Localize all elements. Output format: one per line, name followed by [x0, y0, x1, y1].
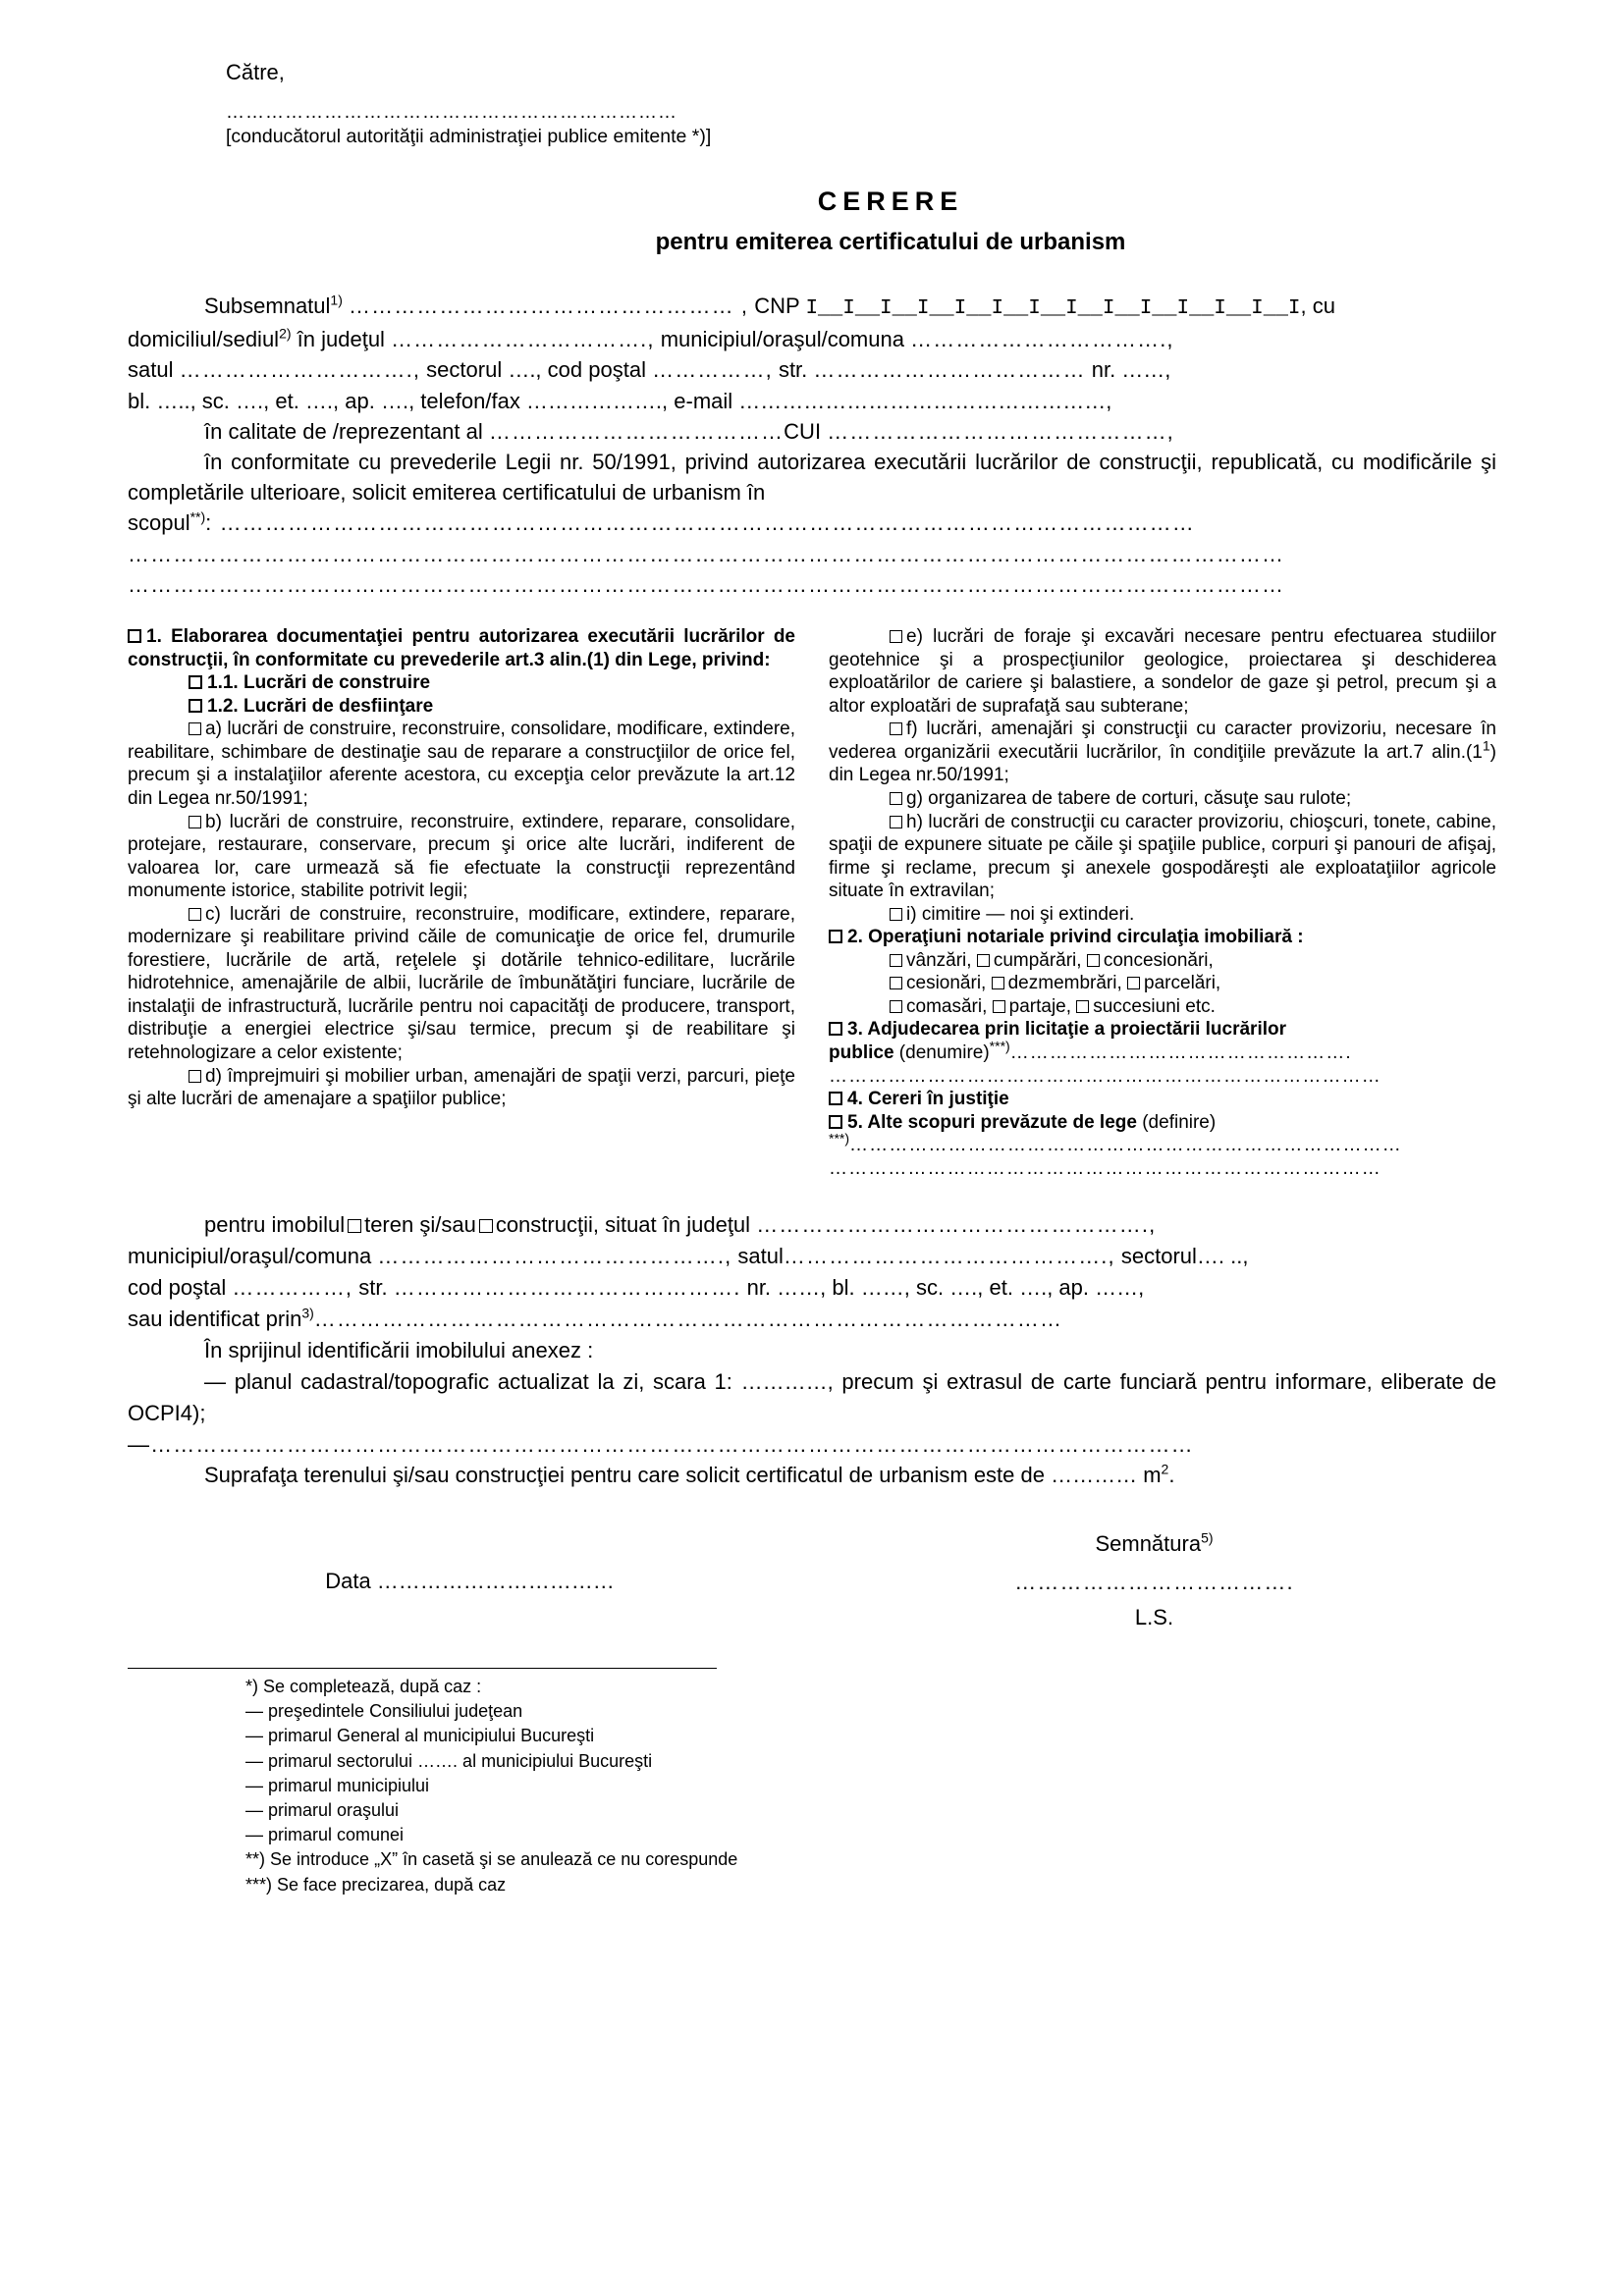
footnote-dash-5: — primarul oraşului — [245, 1800, 400, 1820]
cui-dotted-field[interactable]: ………………………………………, — [827, 418, 1174, 444]
checkbox-f-icon[interactable] — [890, 722, 902, 735]
checkbox-item-e[interactable] — [829, 625, 1496, 718]
purpose-label: scopul — [128, 510, 190, 536]
surface-area-label: Suprafaţa terenului şi/sau construcţiei pentru care solicit certificatul de urbanism este de ………… m — [204, 1463, 1162, 1488]
checkbox-3-denumire-label: (denumire) — [898, 1041, 990, 1063]
checkbox-h-label: h) lucrări de construcţii cu caracter provizoriu, chioşcuri, tonete, cabine, spaţii de expunere situate pe căile şi spaţiile publice, corpuri şi panouri de afişaj, firme şi reclame, precum şi anexele gospodăreşti ale exploataţiilor agricole situate în extravilan; — [829, 811, 1496, 902]
checkbox-3-label: 3. Adjudecarea prin licitaţie a proiectării lucrărilor — [847, 1019, 1287, 1041]
checkbox-comasari-label: comasări, — [906, 995, 988, 1017]
property-village-label: satul — [737, 1244, 784, 1269]
addressee-label: Către, — [226, 60, 285, 84]
annex-intro-label: În sprijinul identificării imobilului anexez : — [204, 1337, 594, 1362]
checkbox-4-icon[interactable] — [829, 1092, 842, 1105]
checkbox-1-label: Elaborarea documentaţiei pentru autorizarea executării lucrărilor de construcţii, în conformitate cu prevederile art.3 alin.(1) din Lege, privind: — [128, 626, 795, 670]
checkbox-b-icon[interactable] — [189, 816, 201, 828]
checkbox-item-2-row-1[interactable] — [829, 949, 1496, 973]
intro-line-6 — [128, 447, 1496, 507]
property-city-dotted-field[interactable]: ………………………………………., — [377, 1244, 732, 1269]
property-street-label: str. — [358, 1275, 388, 1301]
postal-code-label: cod poştal — [547, 357, 646, 383]
checkbox-a-label: a) lucrări de construire, reconstruire, consolidare, modificare, extindere, reabilitare, schimbare de destinaţie sau de reparare a construcţiilor de orice fel, precum şi a instalaţiilor aferente acestora, cu excepţia celor prevăzute la art.12 din Legea nr.50/1991; — [128, 719, 795, 809]
checkbox-a-icon[interactable] — [189, 722, 201, 735]
footnote-star-1: *) Se completează, după caz : — [245, 1677, 482, 1697]
addressee-bracket-note: [conducătorul autorităţii administraţiei publice emitente *)] — [226, 125, 712, 147]
checkbox-item-f[interactable] — [829, 718, 1496, 787]
checkbox-3-dotted-field[interactable]: ……………………………………………. — [1009, 1041, 1352, 1063]
checkbox-dezmembrari-icon[interactable] — [992, 977, 1004, 989]
property-line-5 — [128, 1335, 1496, 1366]
checkbox-5-dotted-field[interactable]: ………………………………………………………………………… — [849, 1135, 1402, 1156]
checkbox-d-label: d) împrejmuiri şi mobilier urban, amenajări de spaţii verzi, parcuri, pieţe şi alte lucrări de amenajare a spaţiilor publice; — [128, 1065, 795, 1110]
checkbox-vanzari-icon[interactable] — [890, 954, 902, 967]
checkbox-1-number: 1. — [146, 626, 162, 648]
intro-line-5 — [128, 416, 1496, 447]
footnote-dash-1: — preşedintele Consiliului judeţean — [245, 1701, 523, 1722]
footnote-marker-5: 5) — [1201, 1529, 1214, 1546]
property-postal-dotted-field[interactable]: ……………, — [232, 1275, 353, 1301]
checkbox-cumparari-label: cumpărări, — [993, 949, 1082, 971]
header-block — [128, 59, 1496, 149]
checkbox-item-2-row-2[interactable] — [829, 972, 1496, 995]
date-field-group[interactable] — [128, 1530, 812, 1632]
right-column — [829, 625, 1496, 1180]
checkbox-item-3[interactable] — [829, 1018, 1496, 1041]
checkbox-constructii-icon[interactable] — [479, 1219, 493, 1233]
checkbox-1-2-icon[interactable] — [189, 699, 202, 713]
checkbox-f-label-post: ) din Legea nr.50/1991; — [829, 741, 1496, 786]
checkbox-cesionari-label: cesionări, — [906, 973, 987, 994]
checkbox-1-icon[interactable] — [128, 629, 141, 643]
property-village-dotted-field[interactable]: ……………………………………., — [783, 1244, 1115, 1269]
checkbox-e-label: e) lucrări de foraje şi excavări necesare pentru efectuarea studiilor geotehnice şi a prospecţiunilor geologice, proiectarea şi deschiderea exploatărilor de cariere şi balastiere, a sondelor de gaze şi petrol, precum şi a altor exploatări de suprafaţă sau subterane; — [829, 626, 1496, 717]
checkbox-item-b[interactable] — [128, 811, 795, 903]
village-dotted-field[interactable]: …………………………., — [179, 357, 421, 383]
addressee-dotted-line[interactable]: …………………………………………………………… — [226, 101, 677, 123]
checkbox-partaje-label: partaje, — [1008, 995, 1072, 1017]
county-dotted-field[interactable]: ……………………………., — [391, 327, 655, 352]
footnote-marker-2: 2) — [279, 325, 292, 342]
checkbox-succesiuni-icon[interactable] — [1076, 1000, 1089, 1013]
checkbox-g-icon[interactable] — [890, 792, 902, 805]
left-column — [128, 625, 795, 1180]
cui-label: CUI — [784, 418, 822, 444]
checkbox-item-4[interactable] — [829, 1088, 1496, 1111]
property-number-field[interactable]: nr. ……, bl. ……, sc. …., et. …., ap. ……, — [746, 1275, 1145, 1301]
checkbox-parcelari-icon[interactable] — [1127, 977, 1140, 989]
checkbox-item-a[interactable] — [128, 718, 795, 810]
footnote-marker-star-star: **) — [189, 509, 206, 526]
footnote-star-3: ***) Se face precizarea, după caz — [245, 1874, 507, 1895]
intro-line-4[interactable]: bl. ….., sc. …., et. …., ap. …., telefon/fax ………………., e-mail ……………………………………………, — [128, 388, 1112, 413]
property-identified-dotted-field[interactable]: ……………………………………………………………………………………… — [313, 1306, 1063, 1331]
property-line-1 — [128, 1209, 1496, 1241]
checkbox-c-label: c) lucrări de construire, reconstruire, modificare, extindere, reparare, modernizare şi reabilitare privind căile de comunicaţie de orice fel, drumurile forestiere, lucrările de artă, reţelele şi dotările tehnico-edilitare, lucrările hidrotehnice, amenajările de albii, lucrările de îmbunătăţiri funciare, lucrările de instalaţii de infrastructură, lucrările pentru noi capacităţi de producere, transport, distribuţie a energiei electrice şi/sau termice, precum şi de reabilitare şi retehnologizare a celor existente; — [128, 903, 795, 1063]
checkbox-item-2[interactable] — [829, 926, 1496, 949]
property-postal-label: cod poştal — [128, 1275, 227, 1301]
property-line-3 — [128, 1272, 1496, 1304]
checkbox-vanzari-label: vânzări, — [906, 949, 972, 971]
footnote-star-2: **) Se introduce „X” în casetă şi se anulează ce nu corespunde — [245, 1849, 738, 1870]
signature-block — [128, 1530, 1496, 1632]
property-line-2 — [128, 1241, 1496, 1272]
property-line-8 — [128, 1460, 1496, 1491]
footnote-dash-6: — primarul comunei — [245, 1825, 405, 1845]
applicant-intro-block — [128, 291, 1496, 600]
street-dotted-field[interactable]: ……………………………… — [813, 357, 1086, 383]
checkbox-1-1-icon[interactable] — [189, 675, 202, 689]
page-subtitle: pentru emiterea certificatului de urbanism — [655, 229, 1126, 256]
property-label: pentru imobilul — [204, 1212, 346, 1238]
footnotes-block — [245, 1675, 756, 1897]
checkbox-item-i[interactable] — [829, 903, 1496, 927]
checkbox-1-1-label: 1.1. Lucrări de construire — [207, 672, 431, 694]
checkbox-item-1-1[interactable] — [128, 671, 795, 695]
footnote-dash-3: — primarul sectorului ……. al municipiului Bucureşti — [245, 1750, 653, 1771]
property-sector-field[interactable]: sectorul…. .., — [1120, 1244, 1249, 1269]
checkbox-e-icon[interactable] — [890, 630, 902, 643]
checkbox-item-g[interactable] — [829, 787, 1496, 811]
sector-field[interactable]: sectorul …., — [426, 357, 542, 383]
stamp-label: L.S. — [1134, 1605, 1174, 1630]
name-dotted-field[interactable]: …………………………………………… , — [349, 294, 749, 319]
checkbox-item-1[interactable] — [128, 625, 795, 671]
city-dotted-field[interactable]: ……………………………., — [910, 327, 1174, 352]
purpose-dotted-line-2[interactable]: ……………………………………………………………………………………………………………………………………… — [128, 541, 1285, 566]
village-label: satul — [128, 357, 174, 383]
cnp-boxes-field[interactable]: I__I__I__I__I__I__I__I__I__I__I__I__I__I — [805, 297, 1301, 321]
cnp-label: CNP — [754, 294, 800, 319]
footnote-divider — [128, 1668, 717, 1669]
checkbox-g-label: g) organizarea de tabere de corturi, căsuţe sau rulote; — [906, 787, 1352, 809]
footnote-dash-2: — primarul General al municipiului Bucureşti — [245, 1726, 595, 1746]
checkbox-cumparari-icon[interactable] — [977, 954, 990, 967]
checkbox-item-1-2[interactable] — [128, 695, 795, 719]
signature-dotted-field[interactable]: ………………………………. — [1014, 1569, 1294, 1594]
property-details-block — [128, 1209, 1496, 1491]
checkbox-2-icon[interactable] — [829, 930, 842, 943]
footnote-dash-4: — primarul municipiului — [245, 1775, 430, 1795]
representative-dotted-field[interactable]: ………………………………… — [488, 418, 785, 444]
footnote-marker-3: 3) — [301, 1305, 314, 1321]
checkbox-item-5[interactable] — [829, 1111, 1496, 1135]
property-city-label: municipiul/oraşul/comuna — [128, 1244, 372, 1269]
purpose-dotted-line-3[interactable]: ……………………………………………………………………………………………………………………………………… — [128, 571, 1285, 597]
checkbox-teren-label: teren şi/sau — [364, 1212, 476, 1238]
checkbox-item-2-row-3[interactable] — [829, 995, 1496, 1019]
number-field[interactable]: nr. ……, — [1091, 357, 1171, 383]
signature-field-group — [812, 1530, 1496, 1632]
checkbox-teren-icon[interactable] — [348, 1219, 361, 1233]
date-label[interactable]: Data …………………………… — [325, 1569, 615, 1594]
checkbox-item-5-detail[interactable] — [829, 1130, 1496, 1157]
checkbox-5-icon[interactable] — [829, 1115, 842, 1129]
checkbox-partaje-icon[interactable] — [993, 1000, 1005, 1013]
property-street-dotted-field[interactable]: ………………………………………. — [393, 1275, 741, 1301]
checkbox-2-label: 2. Operaţiuni notariale privind circulaţia imobiliară : — [847, 927, 1304, 948]
checkbox-concesionari-label: concesionări, — [1103, 949, 1214, 971]
checkbox-f-superscript: 1 — [1482, 737, 1490, 754]
checkbox-5-definire-label: (definire) — [1142, 1111, 1217, 1133]
property-county-label: construcţii, situat în judeţul — [495, 1212, 751, 1238]
footnote-marker-1: 1) — [330, 292, 343, 308]
checkbox-item-d[interactable] — [128, 1065, 795, 1111]
city-label: municipiul/oraşul/comuna — [660, 327, 904, 352]
signature-label-row — [812, 1530, 1496, 1559]
signature-label: Semnătura — [1095, 1531, 1202, 1557]
intro-line-3 — [128, 354, 1496, 385]
checkbox-b-label: b) lucrări de construire, reconstruire, extindere, reparare, consolidare, protejare, restaurare, conservare, precum şi orice alte lucrări, indiferent de valoarea lor, care urmează să fie efectuate la construcţii reprezentând monumente istorice, stabilite potrivit legii; — [128, 811, 795, 902]
checkbox-c-icon[interactable] — [189, 908, 201, 921]
checkbox-5-dotted-field-2[interactable]: ………………………………………………………………………… — [829, 1157, 1381, 1179]
page-title: CERERE — [817, 186, 964, 216]
checkbox-item-c[interactable] — [128, 903, 795, 1065]
intro-line-2 — [128, 324, 1496, 354]
footnote-marker-5-star: ***) — [829, 1130, 850, 1147]
checkbox-f-label-pre: f) lucrări, amenajări şi construcţii cu caracter provizoriu, necesare în vederea organizării executării lucrărilor, în condiţiile prevăzute la art.7 alin.(1 — [829, 719, 1496, 763]
checkbox-3-icon[interactable] — [829, 1022, 842, 1036]
street-label: str. — [778, 357, 808, 383]
checkbox-i-icon[interactable] — [890, 908, 902, 921]
checkbox-5-label: 5. Alte scopuri prevăzute de lege — [847, 1111, 1137, 1133]
checkbox-parcelari-label: parcelări, — [1144, 973, 1221, 994]
county-label: în judeţul — [297, 327, 385, 352]
checkbox-3-dotted-field-2[interactable]: ………………………………………………………………………… — [829, 1065, 1381, 1087]
legal-basis-text: în conformitate cu prevederile Legii nr. 50/1991, privind autorizarea executării lucrărilor de construcţii, republicată, cu modificările şi completările ulterioare, solicit emiterea certificatului de urbanism în — [128, 449, 1496, 506]
checkbox-item-3-detail[interactable] — [829, 1038, 1496, 1065]
representative-label: în calitate de /reprezentant al — [204, 418, 483, 444]
postal-code-dotted-field[interactable]: ……………, — [652, 357, 773, 383]
domicile-label: domiciliul/sediul — [128, 327, 280, 352]
checkbox-comasari-icon[interactable] — [890, 1000, 902, 1013]
checkbox-concesionari-icon[interactable] — [1087, 954, 1100, 967]
property-line-7[interactable]: —………………………………………………………………………………………………………………………… — [128, 1431, 1194, 1457]
checkbox-succesiuni-label: succesiuni etc. — [1093, 995, 1216, 1017]
checkbox-3-publice-label: publice — [829, 1041, 894, 1063]
checkbox-dezmembrari-label: dezmembrări, — [1007, 973, 1122, 994]
surface-area-end: . — [1168, 1463, 1175, 1488]
intro-line-7 — [128, 507, 1496, 538]
annex-cadastral-label: — planul cadastral/topografic actualizat la zi, scara 1: …………, precum şi extrasul de carte funciară pentru informare, eliberate de OCPI4); — [128, 1368, 1496, 1425]
intro-line-1 — [128, 291, 1496, 324]
property-identified-label: sau identificat prin — [128, 1306, 302, 1331]
surface-area-superscript: 2 — [1161, 1462, 1169, 1478]
checkbox-1-2-label: 1.2. Lucrări de desfiinţare — [207, 695, 434, 717]
intro-line1-tail: , cu — [1300, 294, 1335, 319]
checkbox-columns — [128, 625, 1496, 1180]
property-line-6 — [128, 1366, 1496, 1429]
checkbox-h-icon[interactable] — [890, 816, 902, 828]
checkbox-4-label: 4. Cereri în justiţie — [847, 1089, 1009, 1110]
checkbox-d-icon[interactable] — [189, 1070, 201, 1083]
subsemnatul-label: Subsemnatul — [204, 294, 331, 319]
checkbox-item-h[interactable] — [829, 811, 1496, 903]
checkbox-i-label: i) cimitire — noi şi extinderi. — [906, 903, 1135, 925]
footnote-marker-3-star: ***) — [989, 1038, 1010, 1054]
property-line-4 — [128, 1304, 1496, 1335]
property-county-dotted-field[interactable]: ……………………………………………., — [756, 1212, 1157, 1238]
purpose-dotted-field[interactable]: : ………………………………………………………………………………………………………………… — [205, 510, 1195, 536]
checkbox-cesionari-icon[interactable] — [890, 977, 902, 989]
